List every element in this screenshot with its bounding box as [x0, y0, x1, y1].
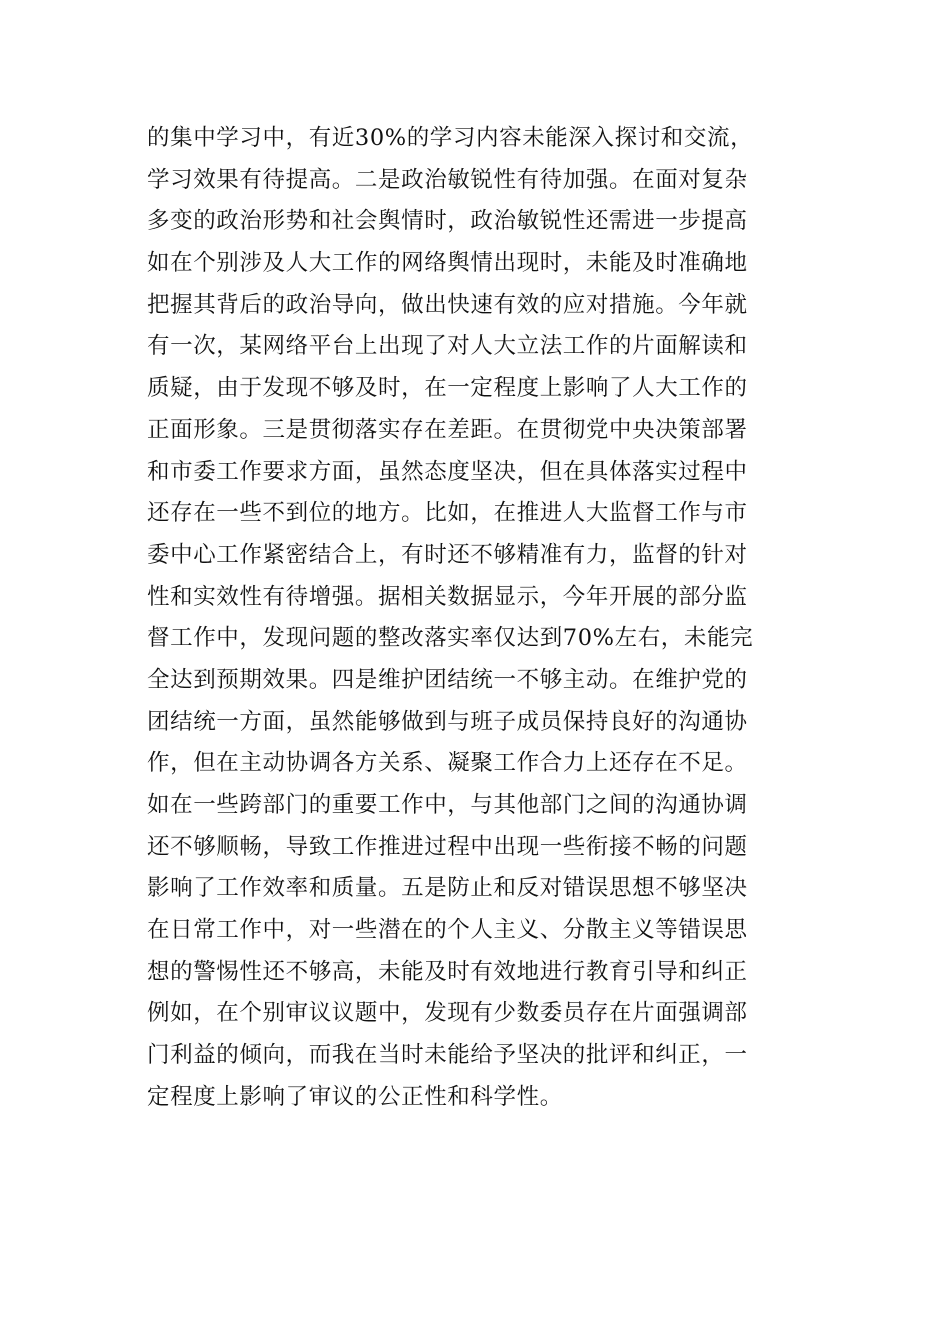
text-line: 如在一些跨部门的重要工作中，与其他部门之间的沟通协调 — [147, 792, 748, 818]
text-line: 影响了工作效率和质量。五是防止和反对错误思想不够坚决 — [147, 875, 748, 902]
text-line: 性和实效性有待增强。据相关数据显示，今年开展的部分监 — [147, 583, 748, 610]
text-line: 委中心工作紧密结合上，有时还不够精准有力，监督的针对 — [147, 541, 748, 568]
text-line: 如在个别涉及人大工作的网络舆情出现时，未能及时准确地 — [147, 250, 748, 277]
text-line: 还不够顺畅，导致工作推进过程中出现一些衔接不畅的问题 — [147, 833, 748, 860]
text-line: 在日常工作中，对一些潜在的个人主义、分散主义等错误思 — [147, 917, 748, 944]
text-line: 作，但在主动协调各方关系、凝聚工作合力上还存在不足。 — [147, 750, 748, 777]
text-line: 的集中学习中，有近30%的学习内容未能深入探讨和交流， — [147, 125, 754, 151]
text-line: 全达到预期效果。四是维护团结统一不够主动。在维护党的 — [147, 666, 748, 693]
text-line: 质疑，由于发现不够及时，在一定程度上影响了人大工作的 — [147, 375, 748, 402]
text-line: 团结统一方面，虽然能够做到与班子成员保持良好的沟通协 — [147, 708, 748, 735]
text-line: 督工作中，发现问题的整改落实率仅达到70%左右，未能完 — [147, 625, 754, 652]
text-line: 和市委工作要求方面，虽然态度坚决，但在具体落实过程中 — [147, 458, 748, 485]
body-text — [147, 118, 817, 1119]
text-line: 定程度上影响了审议的公正性和科学性。 — [147, 1083, 563, 1110]
text-line: 学习效果有待提高。二是政治敏锐性有待加强。在面对复杂 — [147, 166, 748, 193]
text-line: 想的警惕性还不够高，未能及时有效地进行教育引导和纠正 — [147, 958, 748, 985]
text-line: 正面形象。三是贯彻落实存在差距。在贯彻党中央决策部署 — [147, 416, 748, 443]
text-line: 多变的政治形势和社会舆情时，政治敏锐性还需进一步提高 — [147, 208, 748, 235]
text-line: 还存在一些不到位的地方。比如，在推进人大监督工作与市 — [147, 500, 748, 527]
text-line: 门利益的倾向，而我在当时未能给予坚决的批评和纠正，一 — [147, 1042, 748, 1069]
text-line: 把握其背后的政治导向，做出快速有效的应对措施。今年就 — [147, 291, 748, 318]
text-line: 例如，在个别审议议题中，发现有少数委员存在片面强调部 — [147, 1000, 748, 1027]
text-line: 有一次，某网络平台上出现了对人大立法工作的片面解读和 — [147, 333, 748, 360]
